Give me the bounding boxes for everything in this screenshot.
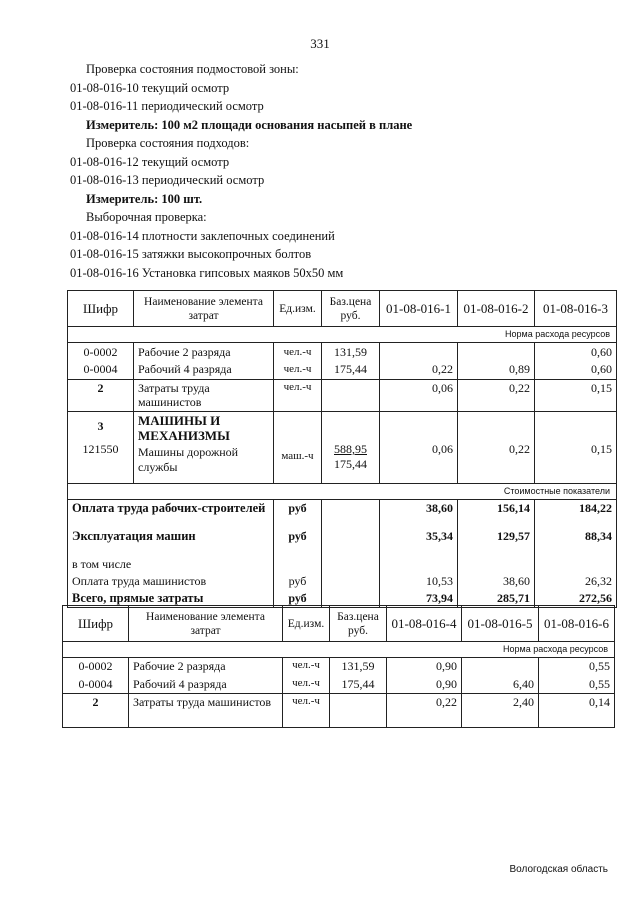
value-cell: 0,15 [535,412,617,484]
value-cell: 10,53 [380,573,458,590]
value-cell: 0,90 [387,658,462,676]
cost-unit-cell: руб [274,500,322,528]
intro-line: Выборочная проверка: [86,210,207,224]
table-row [63,658,615,676]
value-cell: 0,90 [387,676,462,694]
value-cell: 272,56 [535,590,617,608]
intro-line: Измеритель: 100 шт. [86,191,203,206]
code-cell: 0-0004 [63,676,129,694]
cost-unit-cell [274,556,322,573]
cost-unit-cell: руб [274,573,322,590]
intro-text [70,60,600,282]
value-cell: 0,06 [380,412,458,484]
table-row [68,343,617,380]
table-row [68,380,617,412]
price-cell: 131,59 [330,658,387,676]
cost-name-cell: Эксплуатация машин [68,528,274,556]
intro-line: 01-08-016-14 плотности заклепочных соединений [70,228,335,243]
table-row [68,412,617,484]
value-cell: 156,14 [458,500,535,528]
value-cell [458,556,535,573]
name-cell: Рабочий 4 разряда [129,676,283,694]
value-cell: 0,14 [539,694,615,728]
code-cell: 0-0002 0-0004 [68,343,134,380]
norm-label: Норма расхода ресурсов [68,327,617,343]
header-code: Шифр [68,291,134,327]
name-cell: Рабочие 2 разряда [129,658,283,676]
code-cell: 2 [68,380,134,412]
name-cell: Затраты труда машинистов [129,694,283,728]
cost-unit-cell: руб [274,528,322,556]
header-name: Наименование элемента затрат [134,291,274,327]
intro-line: 01-08-016-12 текущий осмотр [70,154,230,169]
name-cell: Затраты труда машинистов [134,380,274,412]
unit-cell: чел.-ч [283,676,330,694]
value-cell: 35,34 [380,528,458,556]
header-col-2: 01-08-016-5 [462,606,539,642]
intro-line: Проверка состояния подмостовой зоны: [86,62,299,76]
header-price: Баз.цена руб. [322,291,380,327]
intro-line: 01-08-016-13 периодический осмотр [70,173,265,187]
header-name: Наименование элемента затрат [129,606,283,642]
value-cell: 0,55 [539,676,615,694]
intro-line: Проверка состояния подходов: [86,136,250,150]
code-cell: 0-0002 [63,658,129,676]
value-cell [380,556,458,573]
value-cell: 38,60 [380,500,458,528]
value-cell: 285,71 [458,590,535,608]
cost-row [68,556,617,573]
price-cell: 588,95 175,44 [322,412,380,484]
value-cell: 38,60 [458,573,535,590]
unit-cell: чел.-ч [274,380,322,412]
value-cell: 88,34 [535,528,617,556]
value-cell: 0,06 [380,380,458,412]
price-cell: 175,44 [330,676,387,694]
price-cell [322,500,380,528]
header-col-1: 01-08-016-4 [387,606,462,642]
value-cell: 0,55 [539,658,615,676]
header-unit: Ед.изм. [283,606,330,642]
unit-cell: чел.-ч [283,658,330,676]
price-cell [322,573,380,590]
value-cell: 0,15 [535,380,617,412]
header-unit: Ед.изм. [274,291,322,327]
price-cell [322,528,380,556]
value-cell: 129,57 [458,528,535,556]
value-cell: 0,60 0,60 [535,343,617,380]
cost-name-cell: Всего, прямые затраты [68,590,274,608]
name-cell: МАШИНЫ И МЕХАНИЗМЫ Машины дорожной службы [134,412,274,484]
value-cell: 26,32 [535,573,617,590]
cost-name-cell: Оплата труда машинистов [68,573,274,590]
value-cell: 0,22 [458,380,535,412]
table-row [63,676,615,694]
cost-name-cell: Оплата труда рабочих-строителей [68,500,274,528]
region-footer: Вологодская область [509,864,608,875]
cost-name-cell: в том числе [68,556,274,573]
code-cell: 3 121550 [68,412,134,484]
value-cell: 2,40 [462,694,539,728]
intro-line: 01-08-016-16 Установка гипсовых маяков 50х50 мм [70,265,344,280]
table-row [63,694,615,728]
norm-band-row [63,642,615,658]
cost-row [68,500,617,528]
norm-band-row [68,327,617,343]
value-cell [535,556,617,573]
cost-row [68,528,617,556]
price-cell [322,556,380,573]
header-col-3: 01-08-016-3 [535,291,617,327]
intro-line: 01-08-016-15 затяжки высокопрочных болтов [70,247,312,261]
cost-row [68,573,617,590]
header-col-3: 01-08-016-6 [539,606,615,642]
header-col-2: 01-08-016-2 [458,291,535,327]
unit-cell: чел.-ч [283,694,330,728]
value-cell: 73,94 [380,590,458,608]
cost-unit-cell: руб [274,590,322,608]
value-cell: 0,89 [458,343,535,380]
resource-table-1 [67,290,617,608]
header-price: Баз.цена руб. [330,606,387,642]
intro-line: 01-08-016-11 периодический осмотр [70,99,264,113]
code-cell: 2 [63,694,129,728]
intro-line: Измеритель: 100 м2 площади основания насыпей в плане [86,117,413,132]
resource-table-2 [62,605,615,728]
table-header-row [68,291,617,327]
price-cell [330,694,387,728]
header-col-1: 01-08-016-1 [380,291,458,327]
value-cell: 0,22 [387,694,462,728]
page-number: 331 [310,36,330,51]
norm-label: Норма расхода ресурсов [63,642,615,658]
value-cell [462,658,539,676]
value-cell: 6,40 [462,676,539,694]
price-cell: 131,59 175,44 [322,343,380,380]
table-header-row [63,606,615,642]
intro-line: 01-08-016-10 текущий осмотр [70,80,230,95]
name-cell: Рабочие 2 разряда Рабочий 4 разряда [134,343,274,380]
cost-band-row [68,484,617,500]
unit-cell: маш.-ч [274,412,322,484]
price-cell [322,380,380,412]
header-code: Шифр [63,606,129,642]
value-cell: 0,22 [380,343,458,380]
cost-label: Стоимостные показатели [68,484,617,500]
value-cell: 184,22 [535,500,617,528]
value-cell: 0,22 [458,412,535,484]
unit-cell: чел.-ч чел.-ч [274,343,322,380]
